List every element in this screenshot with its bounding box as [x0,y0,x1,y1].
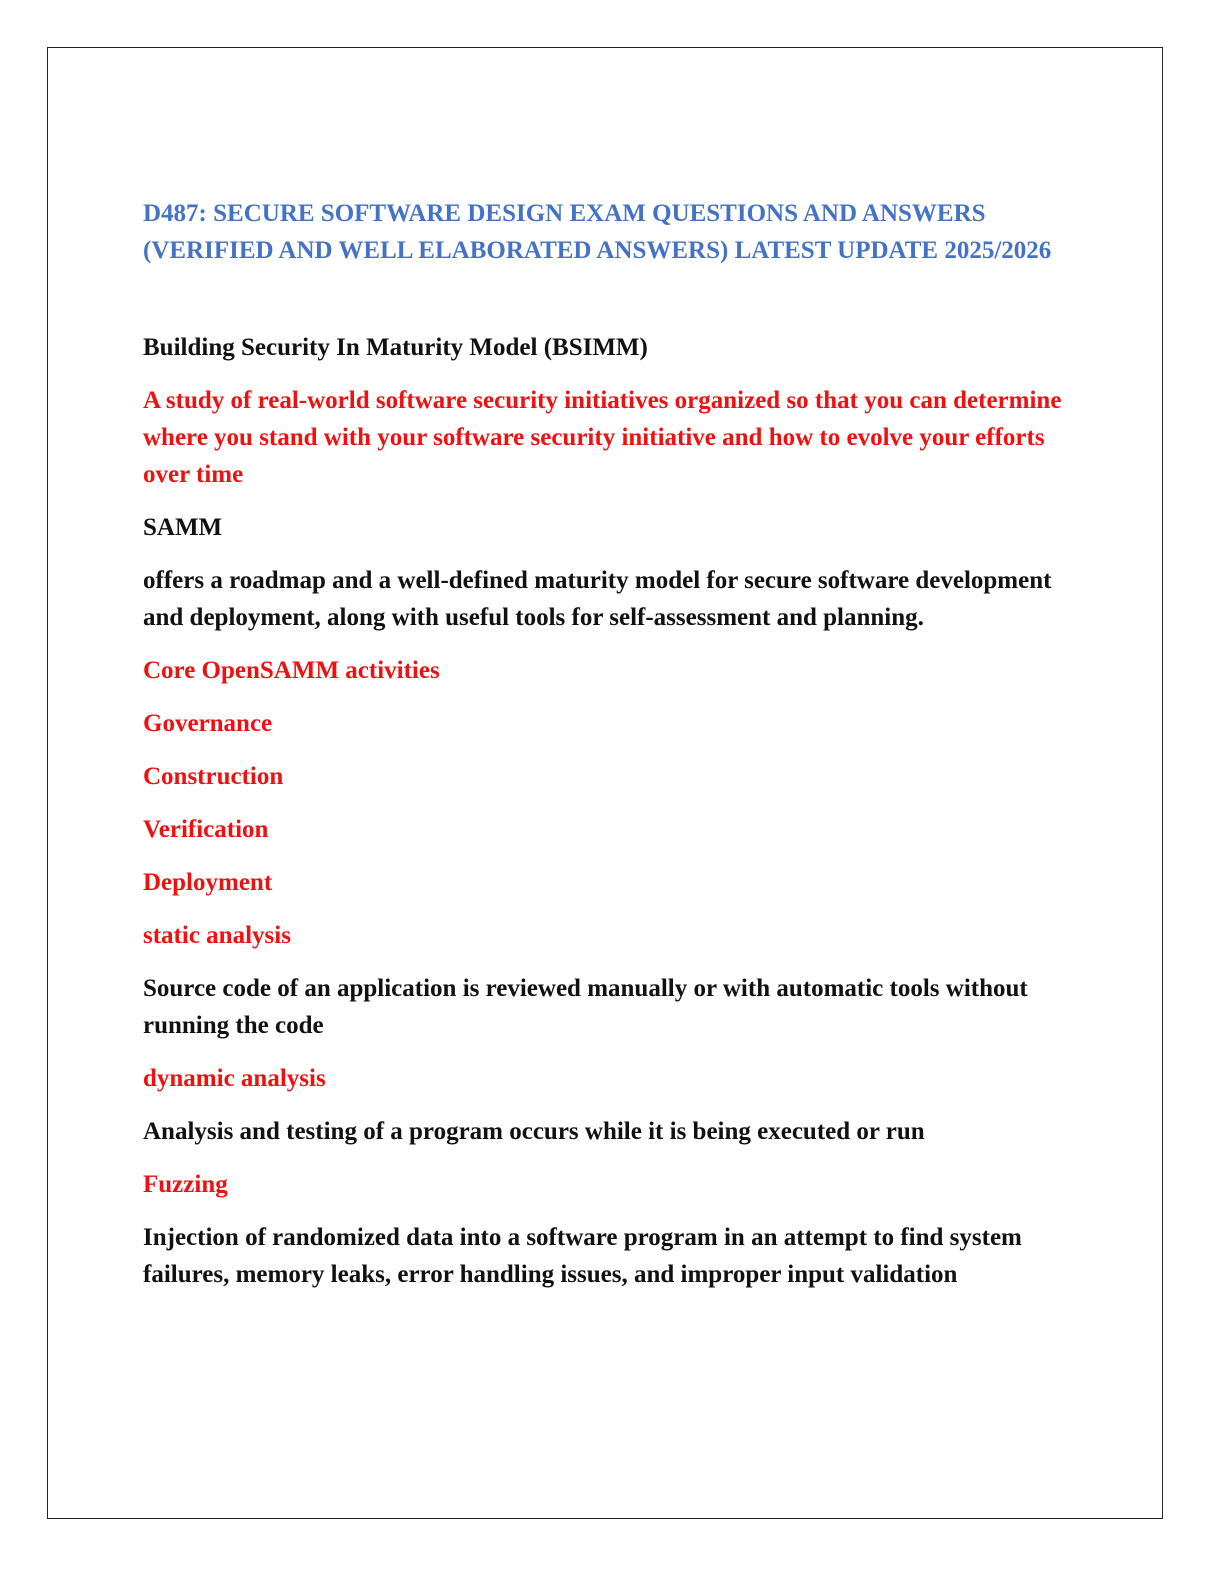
term-bsimm: Building Security In Maturity Model (BSIMM) [143,334,648,361]
activity-governance: Governance [143,710,273,737]
qa-list [143,329,1073,1293]
definition-dynamic-analysis: Analysis and testing of a program occurs while it is being executed or run [143,1118,925,1145]
document-body [143,195,1073,1309]
document-title: D487: SECURE SOFTWARE DESIGN EXAM QUESTIONS AND ANSWERS (VERIFIED AND WELL ELABORATED ANSWERS) LATEST UPDATE 2025/2026 [143,200,1052,264]
activity-verification: Verification [143,816,269,843]
term-samm: SAMM [143,514,223,541]
definition-static-analysis: Source code of an application is reviewed manually or with automatic tools without running the code [143,975,1028,1039]
activity-deployment: Deployment [143,869,273,896]
definition-samm: offers a roadmap and a well-defined maturity model for secure software development and deployment, along with useful tools for self-assessment and planning. [143,567,1052,631]
term-fuzzing: Fuzzing [143,1171,228,1198]
activity-construction: Construction [143,763,284,790]
definition-fuzzing: Injection of randomized data into a software program in an attempt to find system failures, memory leaks, error handling issues, and improper input validation [143,1224,1022,1288]
term-static-analysis: static analysis [143,922,291,949]
term-core-opensamm-activities: Core OpenSAMM activities [143,657,440,684]
definition-bsimm: A study of real-world software security initiatives organized so that you can determine where you stand with your software security initiative and how to evolve your efforts over time [143,387,1062,488]
term-dynamic-analysis: dynamic analysis [143,1065,326,1092]
